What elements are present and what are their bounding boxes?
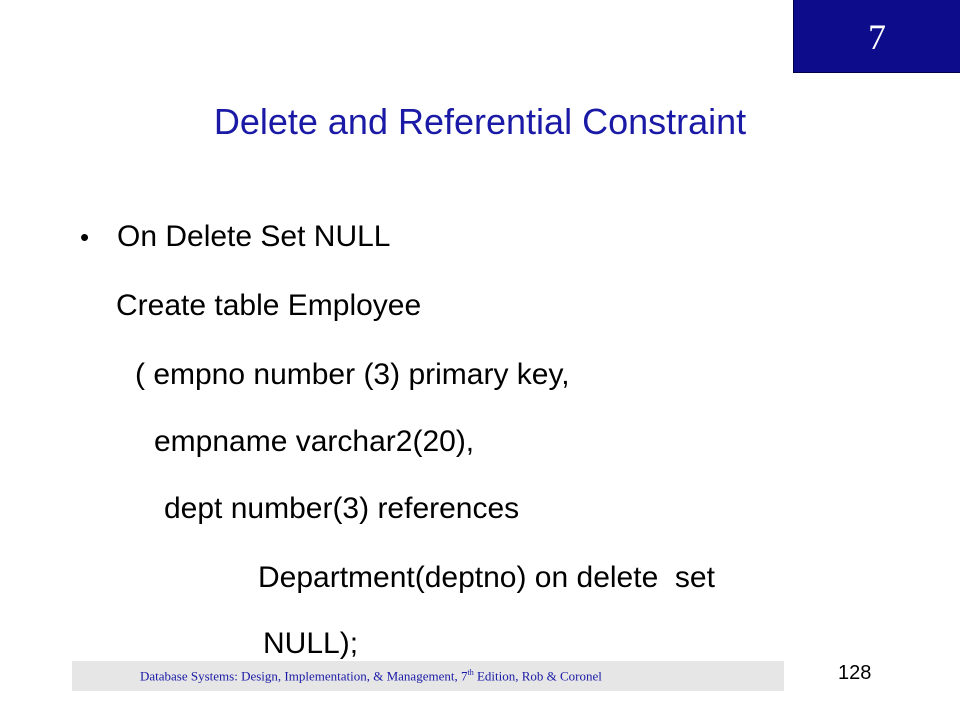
bullet-text: On Delete Set NULL [117, 220, 391, 253]
page-number: 128 [838, 662, 872, 684]
slide-title: Delete and Referential Constraint [213, 101, 747, 142]
code-line: NULL); [263, 627, 359, 660]
code-line: Create table Employee [116, 289, 422, 322]
chapter-badge [793, 0, 960, 73]
footer-bar [72, 661, 784, 691]
code-line: empname varchar2(20), [154, 425, 475, 458]
bullet-item [80, 220, 390, 254]
code-line: ( empno number (3) primary key, [135, 358, 570, 391]
bullet-dot-icon: • [80, 222, 90, 252]
footer-text-end: Edition, Rob & Coronel [473, 668, 602, 684]
footer-text-main: Database Systems: Design, Implementation, & Management, 7 [140, 668, 468, 684]
code-line: Department(deptno) on delete set [258, 561, 715, 594]
footer-superscript: th [467, 667, 474, 677]
chapter-number: 7 [868, 17, 886, 57]
footer-citation [140, 668, 602, 684]
code-line: dept number(3) references [164, 492, 520, 525]
